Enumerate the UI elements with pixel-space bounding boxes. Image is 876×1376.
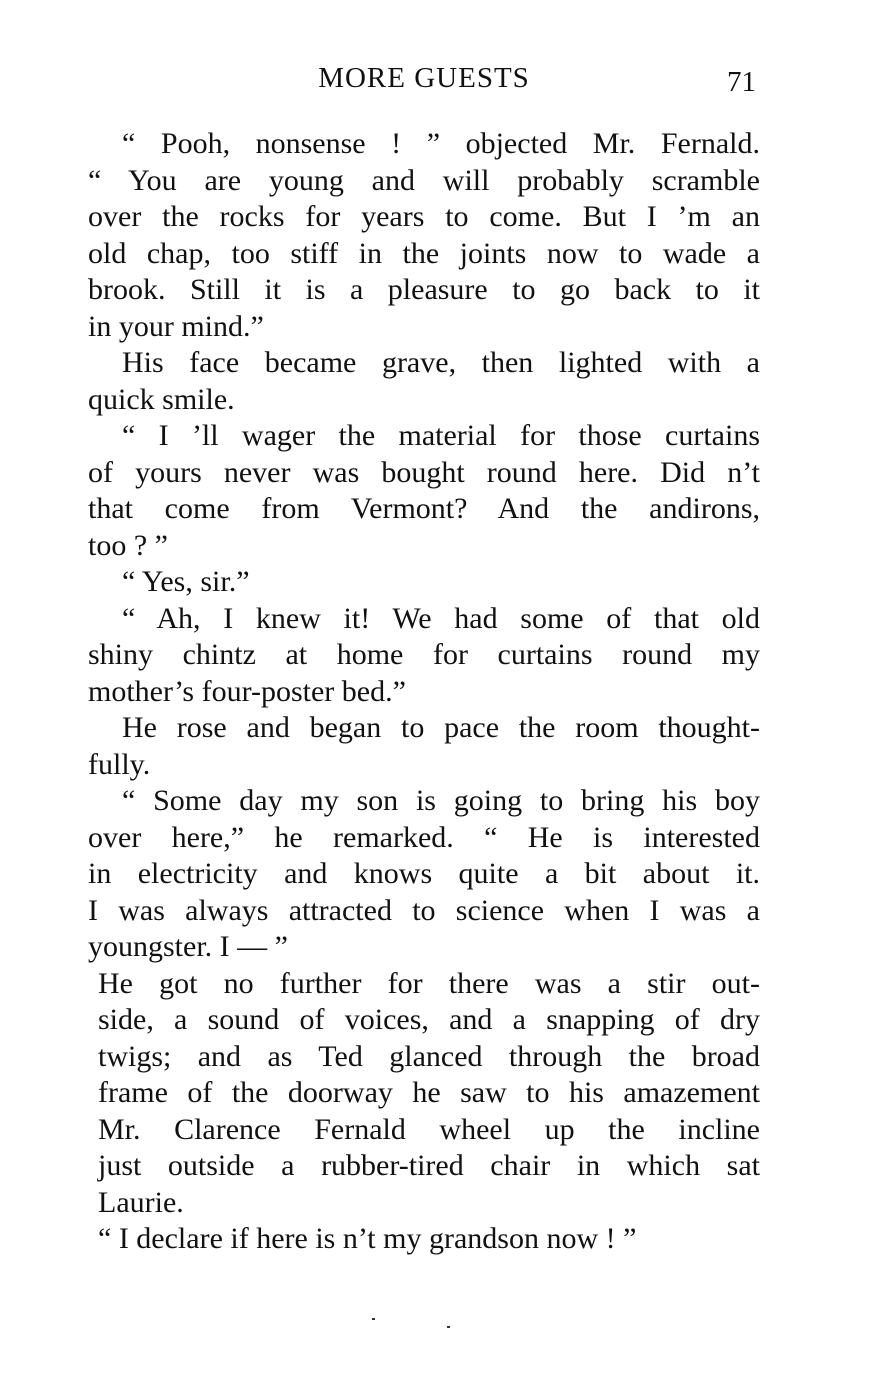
scan-speck <box>447 1326 450 1328</box>
text-line: over the rocks for years to come. But I ’m an <box>88 200 760 233</box>
running-title: MORE GUESTS <box>318 62 530 94</box>
text-line: “ You are young and will probably scramble <box>88 163 760 197</box>
text-line: “ I declare if here is n’t my grandson now ! ” <box>98 1222 637 1255</box>
text-line: twigs; and as Ted glanced through the broad <box>98 1039 760 1073</box>
text-line: shiny chintz at home for curtains round my <box>88 638 760 671</box>
text-line: fully. <box>88 747 151 781</box>
text-line: brook. Still it is a pleasure to go back to it <box>88 273 760 306</box>
text-line: in your mind.” <box>88 309 264 343</box>
text-line: of yours never was bought round here. Did n’t <box>88 455 760 489</box>
text-line: Laurie. <box>98 1185 184 1219</box>
text-line: quick smile. <box>88 382 235 416</box>
page-number: 71 <box>727 66 756 98</box>
text-line: Mr. Clarence Fernald wheel up the incline <box>98 1112 760 1146</box>
running-header <box>88 62 760 102</box>
text-line: in electricity and knows quite a bit about it. <box>88 857 760 890</box>
text-line: “ Some day my son is going to bring his boy <box>122 784 760 817</box>
scan-specks <box>0 1318 876 1328</box>
text-line: old chap, too stiff in the joints now to wade a <box>88 236 760 270</box>
text-line: over here,” he remarked. “ He is interested <box>88 820 760 854</box>
text-line: frame of the doorway he saw to his amazement <box>98 1076 760 1109</box>
text-line: side, a sound of voices, and a snapping of dry <box>98 1003 760 1036</box>
text-line: just outside a rubber-tired chair in which sat <box>98 1149 760 1182</box>
text-line: “ Pooh, nonsense ! ” objected Mr. Fernald. <box>122 127 760 160</box>
text-line: too ? ” <box>88 528 168 562</box>
text-line: “ Yes, sir.” <box>122 565 250 598</box>
text-line: mother’s four-poster bed.” <box>88 674 406 708</box>
text-line: His face became grave, then lighted with a <box>122 346 760 379</box>
text-line: I was always attracted to science when I was a <box>88 893 760 927</box>
text-line: that come from Vermont? And the andirons, <box>88 492 760 525</box>
text-line: “ I ’ll wager the material for those curtains <box>122 419 760 452</box>
scan-speck <box>372 1318 375 1320</box>
text-line: “ Ah, I knew it! We had some of that old <box>122 601 760 635</box>
body-text <box>88 126 760 1258</box>
text-line: He got no further for there was a stir out- <box>98 966 760 1000</box>
text-line: youngster. I — ” <box>88 930 288 963</box>
text-line: He rose and began to pace the room thought- <box>122 711 760 744</box>
